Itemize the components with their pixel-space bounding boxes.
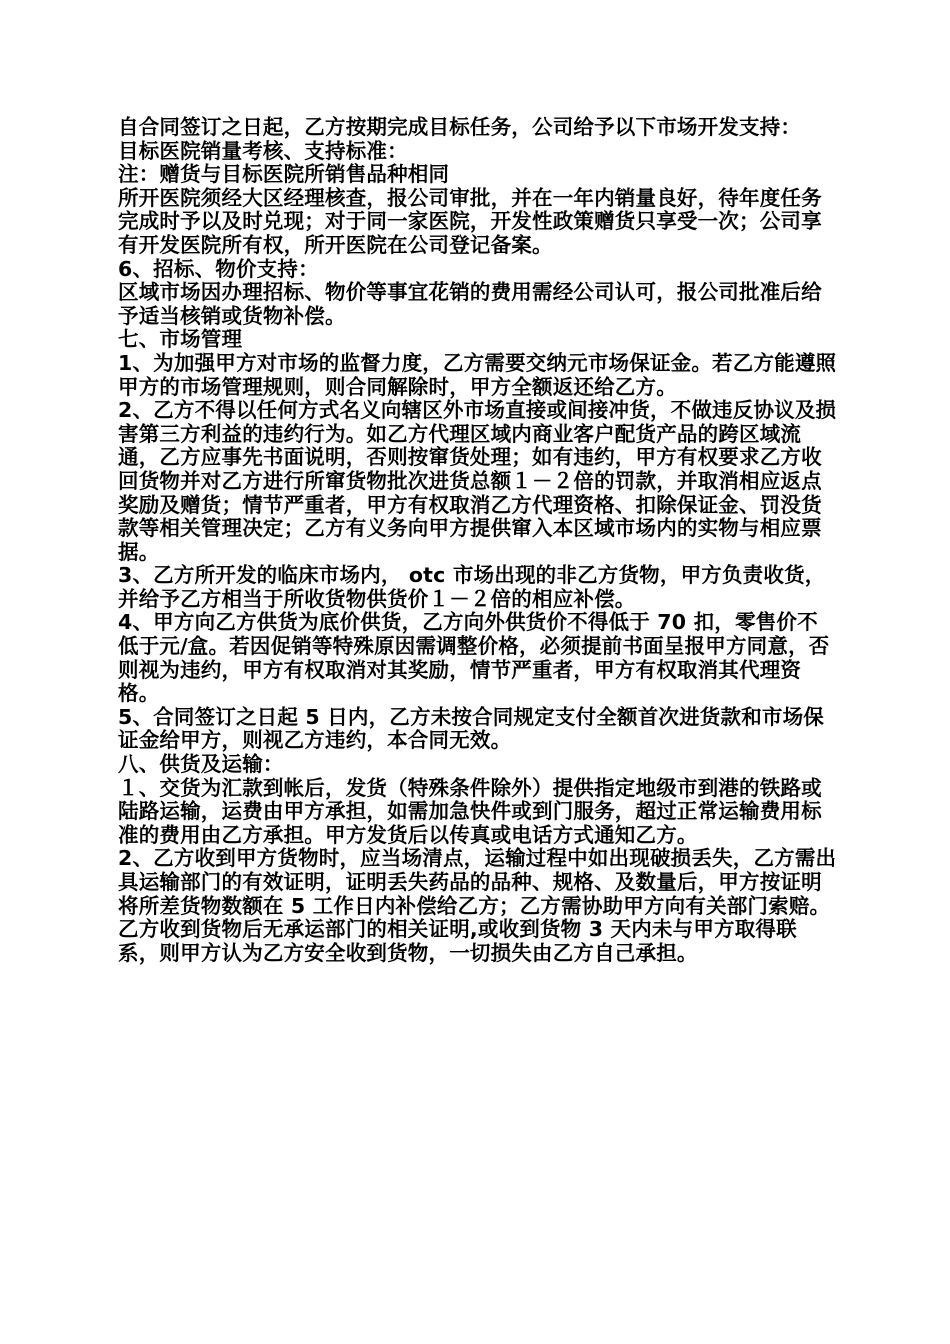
- paragraph-first-payment: 5、合同签订之日起 5 日内，乙方未按合同规定支付全额首次进货款和市场保证金给甲方，则视乙方违约，本合同无效。: [118, 704, 824, 753]
- paragraph-market-support-intro: 自合同签订之日起，乙方按期完成目标任务，公司给予以下市场开发支持：: [118, 115, 802, 139]
- document-page: [118, 116, 838, 965]
- paragraph-gift-note: 注：赠货与目标医院所销售品种相同: [118, 162, 450, 187]
- paragraph-cross-region-sales: 2、乙方不得以任何方式名义向辖区外市场直接或间接冲货，不做违反协议及损害第三方利益的违约行为。如乙方代理区域内商业客户配货产品的跨区域流通，乙方应事先书面说明，否则按窜货处理；如有违约，甲方有权要求乙方收回货物并对乙方进行所窜货物批次进货总额１－２倍的罚款，并取消相应返点奖励及赠货；情节严重者，甲方有权取消乙方代理资格、扣除保证金、罚没货款等相关管理决定；乙方有义务向甲方提供窜入本区域市场内的实物与相应票据。: [118, 398, 837, 564]
- paragraph-target-hospital-standard: 目标医院销量考核、支持标准：: [118, 138, 408, 163]
- paragraph-clinical-market: 3、乙方所开发的临床市场内， otc 市场出现的非乙方货物，甲方负责收货，并给予乙方相当于所收货物供货价１－２倍的相应补偿。: [118, 563, 826, 611]
- section-heading-market-management: 七、市场管理: [118, 327, 243, 352]
- paragraph-tender-heading: 6、招标、物价支持：: [118, 256, 319, 281]
- section-heading-supply-transport: 八、供货及运输：: [118, 752, 284, 777]
- paragraph-tender-cost: 区域市场因办理招标、物价等事宜花销的费用需经公司认可，报公司批准后给予适当核销或货物补偿。: [118, 280, 822, 328]
- paragraph-deposit: 1、为加强甲方对市场的监督力度，乙方需要交纳元市场保证金。若乙方能遵照甲方的市场管理规则，则合同解除时，甲方全额返还给乙方。: [118, 350, 837, 399]
- paragraph-hospital-review: 所开医院须经大区经理核查，报公司审批，并在一年内销量良好，待年度任务完成时予以及时兑现；对于同一家医院，开发性政策赠货只享受一次；公司享有开发医院所有权，所开医院在公司登记备案。: [118, 185, 822, 257]
- paragraph-delivery: １、交货为汇款到帐后，发货（特殊条件除外）提供指定地级市到港的铁路或陆路运输，运费由甲方承担，如需加急快件或到门服务，超过正常运输费用标准的费用由乙方承担。甲方发货后以传真或电话方式通知乙方。: [118, 775, 822, 847]
- paragraph-pricing: 4、甲方向乙方供货为底价供货，乙方向外供货价不得低于 70 扣，零售价不低于元/盒。若因促销等特殊原因需调整价格，必须提前书面呈报甲方同意，否则视为违约，甲方有权取消对其奖励，情节严重者，甲方有权取消其代理资格。: [118, 610, 830, 706]
- paragraph-receipt-inspection: 2、乙方收到甲方货物时，应当场清点，运输过程中如出现破损丢失，乙方需出具运输部门的有效证明，证明丢失药品的品种、规格、及数量后，甲方按证明将所差货物数额在 5 工作日内补偿给乙方；乙方需协助甲方向有关部门索赔。乙方收到货物后无承运部门的相关证明,或收到货物 3 天内未与甲方取得联系，则甲方认为乙方安全收到货物，一切损失由乙方自己承担。: [118, 846, 837, 965]
